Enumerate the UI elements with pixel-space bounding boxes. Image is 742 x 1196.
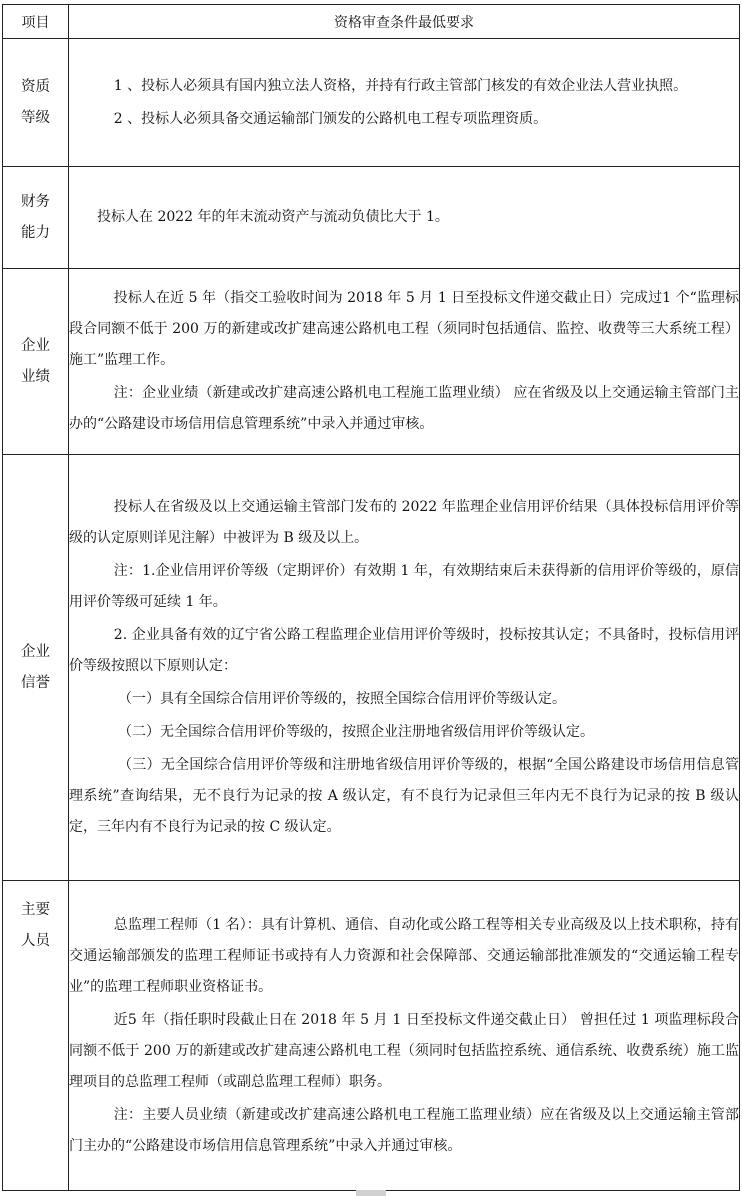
table-header-row	[3, 5, 740, 39]
row-content-performance	[69, 269, 740, 455]
row-finance	[3, 167, 740, 269]
paragraph: 注：主要人员业绩（新建或改扩建高速公路机电工程施工监理业绩）应在省级及以上交通运输主管部门主办的“公路建设市场信用信息管理系统”中录入并通过审核。	[69, 1106, 739, 1154]
requirements-table	[2, 4, 740, 1191]
row-performance	[3, 269, 740, 455]
paragraph: 2. 企业具备有效的辽宁省公路工程监理企业信用评价等级时，投标按其认定；不具备时，投标信用评价等级按照以下原则认定：	[69, 627, 739, 674]
row-label-reputation	[3, 455, 69, 881]
paragraph: （一）具有全国综合信用评价等级的，按照全国综合信用评价等级认定。	[118, 691, 566, 707]
row-content-qualification	[69, 39, 740, 167]
paragraph: （三）无全国综合信用评价等级和注册地省级信用评价等级的，根据“全国公路建设市场信用信息管理系统”查询结果，无不良行为记录的按 A 级认定，有不良行为记录但三年内无不良行为记录的按 B 级认定，三年内有不良行为记录的按 C 级认定。	[69, 757, 739, 835]
label-text: 企业信誉	[20, 643, 50, 691]
paragraph: 2 、投标人必须具备交通运输部门颁发的公路机电工程专项监理资质。	[113, 110, 548, 127]
label-text: 企业业绩	[20, 337, 50, 385]
row-qualification	[3, 39, 740, 167]
row-content-reputation	[69, 455, 740, 881]
row-label-qualification	[3, 39, 69, 167]
paragraph: 近5 年（指任职时段截止日在 2018 年 5 月 1 日至投标文件递交截止日） 曾担任过 1 项监理标段合同额不低于 200 万的新建或改扩建高速公路机电工程（须同时包括监控系统、通信系统、收费系统）施工监理项目的总监理工程师（或副总监理工程师）职务。	[69, 1011, 739, 1090]
paragraph: 总监理工程师（1 名）：具有计算机、通信、自动化或公路工程等相关专业高级及以上技术职称，持有交通运输部颁发的监理工程师证书或持有人力资源和社会保障部、交通运输部批准颁发的“交通运输工程专业”的监理工程师职业资格证书。	[69, 916, 739, 995]
paragraph: 注：1.企业信用评价等级（定期评价）有效期 1 年，有效期结束后未获得新的信用评价等级的，原信用评价等级可延续 1 年。	[69, 563, 739, 610]
row-reputation	[3, 455, 740, 881]
label-text: 财务能力	[20, 193, 50, 241]
paragraph: 1 、投标人必须具有国内独立法人资格，并持有行政主管部门核发的有效企业法人营业执照。	[113, 77, 688, 94]
paragraph: 投标人在省级及以上交通运输主管部门发布的 2022 年监理企业信用评价结果（具体投标信用评价等级的认定原则详见注解）中被评为 B 级及以上。	[69, 499, 739, 546]
row-key-personnel	[3, 881, 740, 1191]
label-text: 主要人员	[20, 902, 50, 949]
header-requirements: 资格审查条件最低要求	[69, 5, 740, 39]
row-label-key-personnel	[3, 881, 69, 1191]
header-item: 项目	[3, 5, 69, 39]
label-text: 资质等级	[20, 78, 50, 126]
row-content-key-personnel	[69, 881, 740, 1191]
paragraph: （二）无全国综合信用评价等级的，按照企业注册地省级信用评价等级认定。	[118, 724, 594, 740]
paragraph: 注：企业业绩（新建或改扩建高速公路机电工程施工监理业绩） 应在省级及以上交通运输主管部门主办的“公路建设市场信用信息管理系统”中录入并通过审核。	[69, 385, 739, 432]
paragraph: 投标人在近 5 年（指交工验收时间为 2018 年 5 月 1 日至投标文件递交截止日）完成过1 个“监理标段合同额不低于 200 万的新建或改扩建高速公路机电工程（须同时包括通信、监控、收费等三大系统工程）施工”监理工作。	[69, 290, 739, 368]
row-label-performance	[3, 269, 69, 455]
page-scroll-indicator	[356, 1190, 386, 1196]
paragraph: 投标人在 2022 年的年末流动资产与流动负债比大于 1。	[97, 209, 449, 225]
row-content-finance	[69, 167, 740, 269]
row-label-finance	[3, 167, 69, 269]
